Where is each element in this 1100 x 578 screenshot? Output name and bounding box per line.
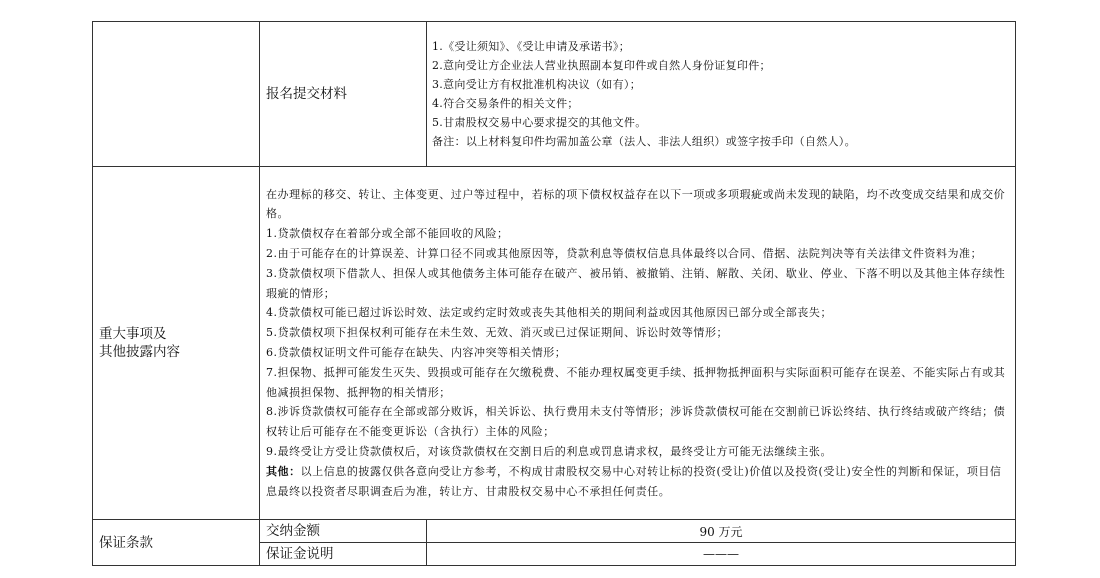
disclosure-item-7: 7.担保物、抵押可能发生灭失、毁损或可能存在欠缴税费、不能办理权属变更手续、抵押物抵押面积与实际面积可能存在误差、不能实际占有或其他减损担保物、抵押物的相关情形；: [266, 365, 1006, 399]
materials-item-5: 5.甘肃股权交易中心要求提交的其他文件。: [432, 116, 647, 129]
guarantee-label: 保证条款: [93, 520, 260, 566]
materials-item-1: 1.《受让须知》、《受让申请及承诺书》；: [432, 40, 630, 53]
disclosure-item-5: 5.贷款债权项下担保权利可能存在未生效、无效、消灭或已过保证期间、诉讼时效等情形；: [266, 326, 729, 340]
deposit-amount-label: 交纳金额: [260, 520, 427, 543]
disclosure-item-2: 2.由于可能存在的计算误差、计算口径不同或其他原因等，贷款利息等债权信息具体最终以合同、借据、法院判决等有关法律文件资料为准；: [266, 247, 983, 261]
materials-item-3: 3.意向受让方有权批准机构决议（如有）；: [432, 78, 641, 91]
disclosure-intro: 在办理标的移交、转让、主体变更、过户等过程中，若标的项下债权权益存在以下一项或多项瑕疵或尚未发现的缺陷，均不改变成交结果和成交价格。: [266, 187, 1006, 221]
disclosure-row: [93, 167, 1016, 520]
disclosure-other: [266, 462, 1009, 502]
materials-row: [93, 22, 1016, 167]
materials-list: [427, 22, 1016, 167]
disclosure-item-6: 6.贷款债权证明文件可能存在缺失、内容冲突等相关情形；: [266, 346, 567, 359]
disclosure-other-text: 以上信息的披露仅供各意向受让方参考，不构成甘肃股权交易中心对转让标的投资(受让)价值以及投资(受让)安全性的判断和保证，项目信息最终以投资者尽职调查后为准，转让方、甘肃股权交易中心不承担任何责任。: [266, 464, 1002, 498]
deposit-note-label: 保证金说明: [260, 543, 427, 566]
disclosure-item-3: 3.贷款债权项下借款人、担保人或其他债务主体可能存在破产、被吊销、被撤销、注销、解散、关闭、歇业、停业、下落不明以及其他主体存续性瑕疵的情形；: [266, 266, 1006, 300]
disclosure-item-1: 1.贷款债权存在着部分或全部不能回收的风险；: [266, 227, 509, 241]
disclosure-item-8: 8.涉诉贷款债权可能存在全部或部分败诉，相关诉讼、执行费用未支付等情形；涉诉贷款债权可能在交割前已诉讼终结、执行终结或破产终结；债权转让后可能存在不能变更诉讼（含执行）主体的风险；: [266, 405, 1006, 439]
disclosure-item-9: 9.最终受让方受让贷款债权后，对该贷款债权在交割日后的利息或罚息请求权，最终受让方可能无法继续主张。: [266, 444, 832, 458]
materials-item-2: 2.意向受让方企业法人营业执照副本复印件或自然人身份证复印件；: [432, 59, 771, 72]
listing-info-table: [92, 21, 1016, 566]
disclosure-label-line2: 其他披露内容: [99, 344, 180, 360]
deposit-note-value: ———: [427, 543, 1016, 566]
materials-label: 报名提交材料: [260, 22, 427, 167]
deposit-amount-row: [93, 520, 1016, 543]
deposit-amount-value: 90 万元: [427, 520, 1016, 543]
materials-item-4: 4.符合交易条件的相关文件；: [432, 97, 579, 110]
disclosure-label: [93, 167, 260, 520]
disclosure-other-label: 其他：: [266, 464, 301, 478]
disclosure-label-line1: 重大事项及: [99, 326, 167, 342]
materials-blank-cell: [93, 22, 260, 167]
disclosure-content: [260, 167, 1016, 520]
materials-note: 备注：以上材料复印件均需加盖公章（法人、非法人组织）或签字按手印（自然人）。: [432, 135, 856, 148]
disclosure-item-4: 4.贷款债权可能已超过诉讼时效、法定或约定时效或丧失其他相关的期间利益或因其他原因已部分或全部丧失；: [266, 306, 832, 320]
